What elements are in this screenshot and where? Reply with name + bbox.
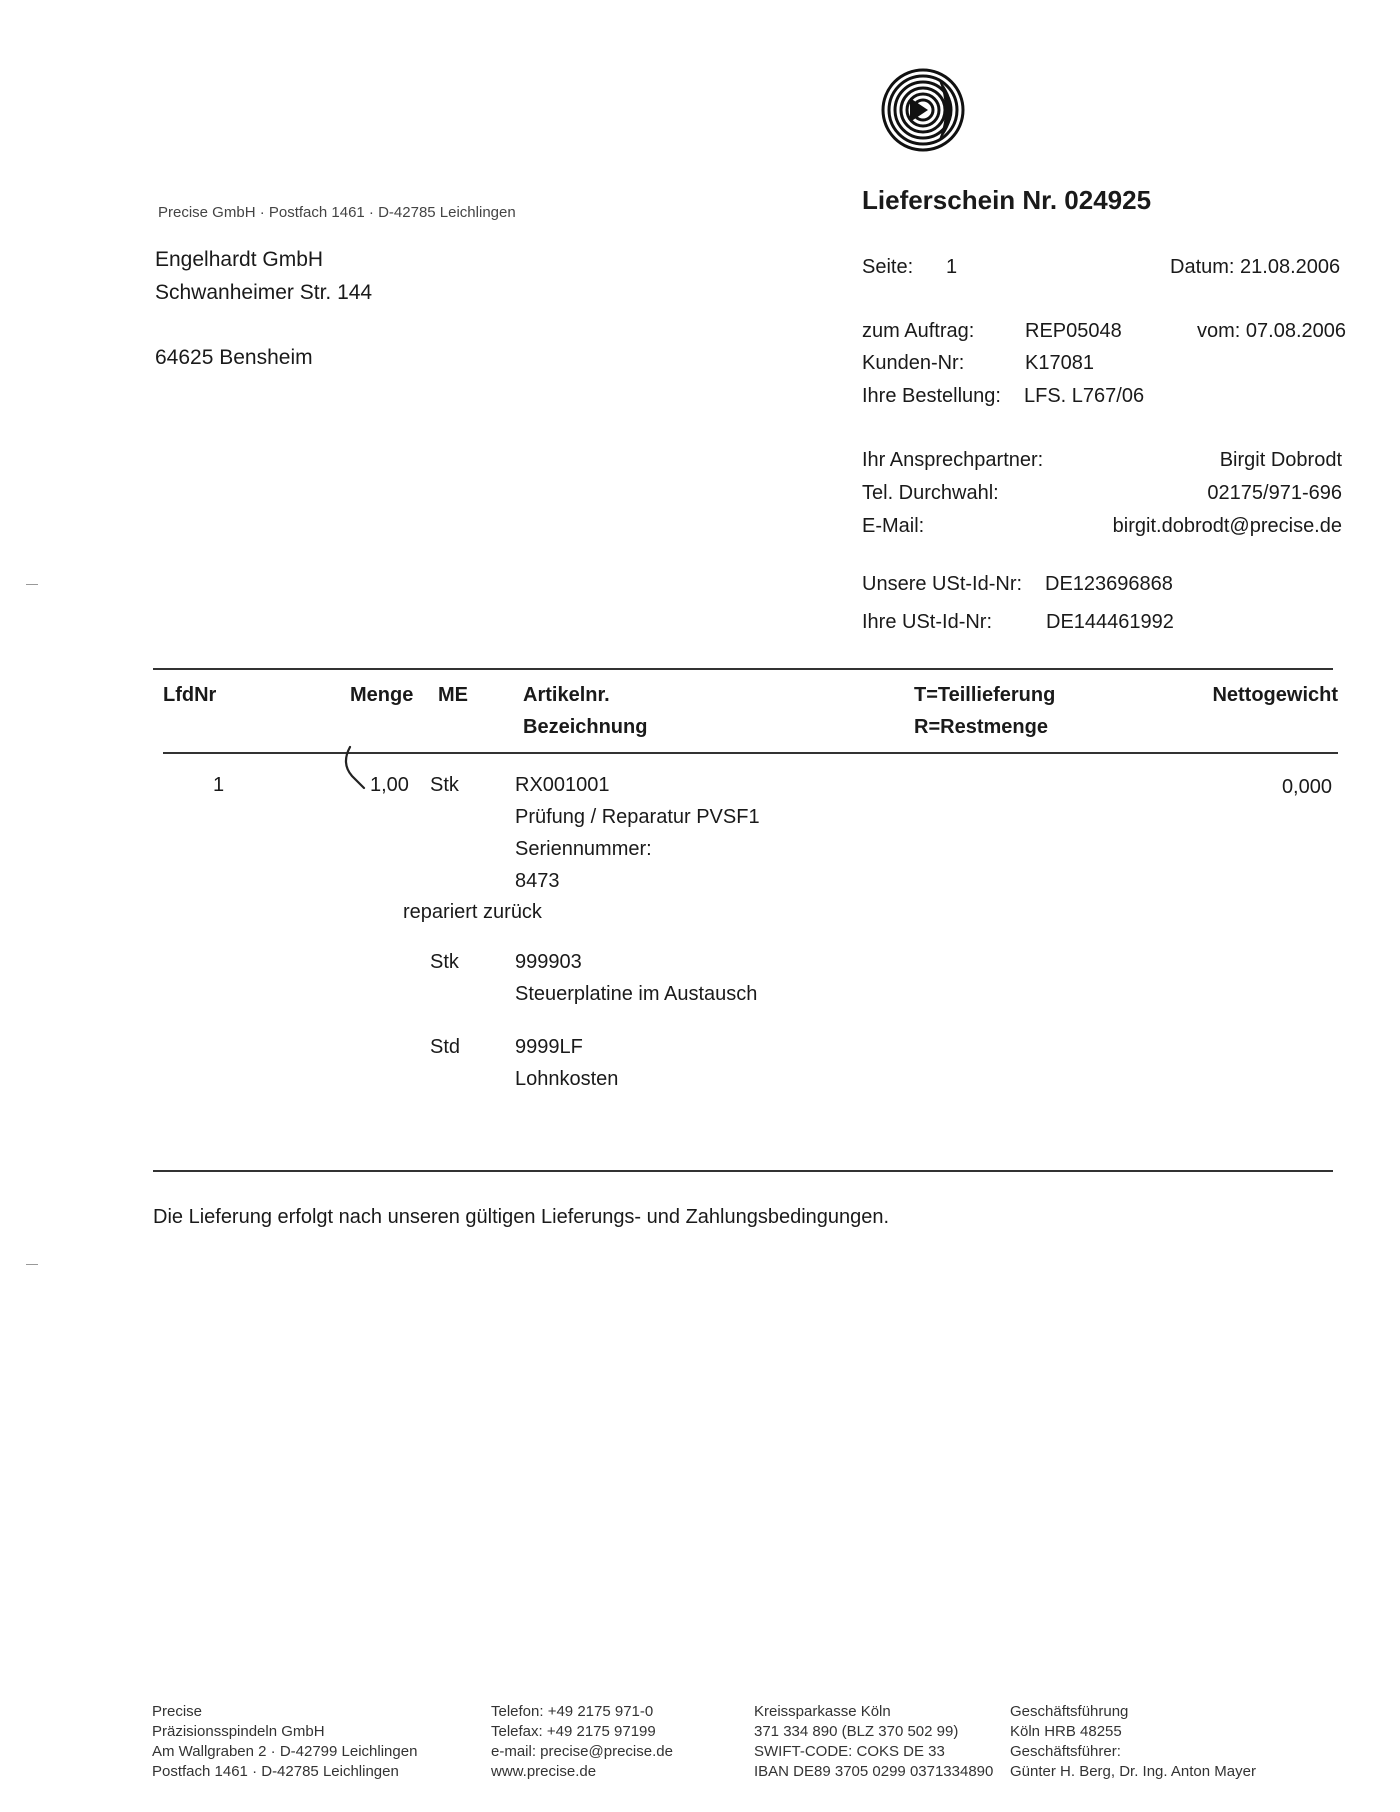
row3-me: Std — [430, 1036, 461, 1058]
footer-company — [152, 1702, 417, 1782]
sender-line: Precise GmbH · Postfach 1461 · D-42785 Leichlingen — [158, 204, 516, 221]
table-bottom-rule — [153, 1170, 1333, 1172]
unsere-ust-label: Unsere USt-Id-Nr: — [862, 573, 1023, 595]
footer-contact — [491, 1702, 673, 1782]
handwritten-check-mark — [340, 744, 370, 794]
footer-contact-line: www.precise.de — [491, 1763, 597, 1780]
header-bezeichnung: Bezeichnung — [523, 716, 648, 738]
vom-label: vom: — [1197, 320, 1241, 342]
auftrag-value: REP05048 — [1025, 320, 1122, 342]
footer-bank — [754, 1702, 993, 1782]
recipient-city: 64625 Bensheim — [155, 346, 313, 369]
vom-field — [1197, 320, 1360, 343]
header-restmenge: R=Restmenge — [914, 716, 1048, 738]
tel-label: Tel. Durchwahl: — [862, 482, 999, 504]
footer-management — [1010, 1702, 1256, 1782]
header-nettogewicht: Nettogewicht — [1212, 684, 1338, 706]
footer-company-line: Präzisionsspindeln GmbH — [152, 1723, 325, 1740]
row1-lfdnr: 1 — [213, 774, 225, 796]
row3-bezeichnung: Lohnkosten — [515, 1068, 619, 1090]
seite-value: 1 — [946, 256, 958, 278]
datum-field — [1170, 256, 1360, 279]
bestellung-value: LFS. L767/06 — [1024, 385, 1145, 407]
margin-mark — [26, 1264, 38, 1265]
footer-bank-line: 371 334 890 (BLZ 370 502 99) — [754, 1723, 959, 1740]
ansprech-label: Ihr Ansprechpartner: — [862, 449, 1044, 471]
email-value: birgit.dobrodt@precise.de — [1112, 515, 1342, 537]
row1-nettogewicht: 0,000 — [1281, 776, 1332, 798]
tel-value: 02175/971-696 — [1207, 482, 1342, 504]
footer-bank-line: IBAN DE89 3705 0299 0371334890 — [754, 1763, 994, 1780]
unsere-ust-value: DE123696868 — [1045, 573, 1173, 595]
footer-management-line: Geschäftsführer: — [1010, 1743, 1121, 1760]
header-lfdnr: LfdNr — [163, 684, 217, 706]
delivery-terms: Die Lieferung erfolgt nach unseren gültigen Lieferungs- und Zahlungsbedingungen. — [153, 1206, 890, 1228]
seite-label: Seite: — [862, 256, 914, 278]
document-title: Lieferschein Nr. 024925 — [862, 185, 1152, 215]
footer-bank-line: SWIFT-CODE: COKS DE 33 — [754, 1743, 945, 1760]
row2-me: Stk — [430, 951, 459, 973]
row2-bezeichnung: Steuerplatine im Austausch — [515, 983, 758, 1005]
row3-artikelnr: 9999LF — [515, 1036, 583, 1058]
ihre-ust-label: Ihre USt-Id-Nr: — [862, 611, 993, 633]
kunden-label: Kunden-Nr: — [862, 352, 965, 374]
footer-company-line: Precise — [152, 1703, 203, 1720]
footer-bank-line: Kreissparkasse Köln — [754, 1703, 891, 1720]
bestellung-label: Ihre Bestellung: — [862, 385, 1001, 407]
row1-seriennummer-value: 8473 — [515, 870, 560, 892]
table-top-rule — [153, 668, 1333, 670]
ansprech-value: Birgit Dobrodt — [1219, 449, 1342, 471]
footer-contact-line: Telefon: +49 2175 971-0 — [491, 1703, 654, 1720]
footer-management-line: Günter H. Berg, Dr. Ing. Anton Mayer — [1010, 1763, 1256, 1780]
margin-mark — [26, 584, 38, 585]
row1-bezeichnung: Prüfung / Reparatur PVSF1 — [515, 806, 760, 828]
footer-management-line: Köln HRB 48255 — [1010, 1723, 1122, 1740]
datum-value: 21.08.2006 — [1240, 256, 1341, 278]
precise-logo — [880, 68, 966, 152]
row1-me: Stk — [430, 774, 459, 796]
footer-contact-line: Telefax: +49 2175 97199 — [491, 1723, 656, 1740]
vom-value: 07.08.2006 — [1245, 320, 1347, 342]
footer-contact-line: e-mail: precise@precise.de — [491, 1743, 673, 1760]
datum-label: Datum: — [1170, 256, 1235, 278]
header-me: ME — [438, 684, 468, 706]
row1-menge: 1,00 — [370, 774, 409, 796]
header-menge: Menge — [350, 684, 414, 706]
row1-note: repariert zurück — [403, 901, 542, 923]
recipient-street: Schwanheimer Str. 144 — [155, 281, 373, 304]
row1-seriennummer-label: Seriennummer: — [515, 838, 652, 860]
ihre-ust-value: DE144461992 — [1046, 611, 1174, 633]
email-label: E-Mail: — [862, 515, 925, 537]
footer-company-line: Postfach 1461 · D-42785 Leichlingen — [152, 1763, 399, 1780]
footer-management-line: Geschäftsführung — [1010, 1703, 1129, 1720]
footer-company-line: Am Wallgraben 2 · D-42799 Leichlingen — [152, 1743, 418, 1760]
row1-artikelnr: RX001001 — [515, 774, 610, 796]
kunden-value: K17081 — [1025, 352, 1094, 374]
header-teillieferung: T=Teillieferung — [914, 684, 1056, 706]
auftrag-label: zum Auftrag: — [862, 320, 975, 342]
row2-artikelnr: 999903 — [515, 951, 582, 973]
recipient-name: Engelhardt GmbH — [155, 248, 324, 271]
header-artikelnr: Artikelnr. — [523, 684, 610, 706]
